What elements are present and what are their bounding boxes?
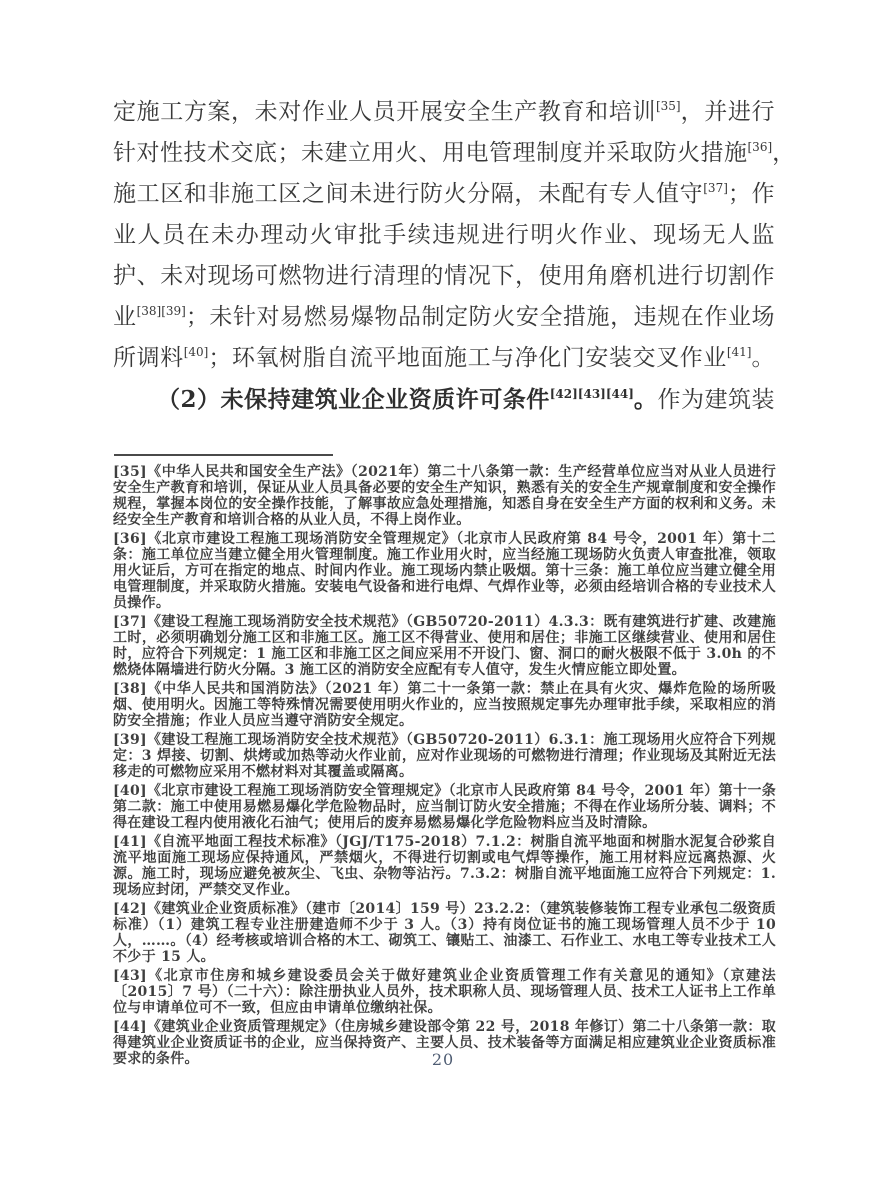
text-run: 。 (633, 386, 658, 413)
footnote-ref: [35] (655, 99, 681, 113)
footnote: [42]《建筑业企业资质标准》（建市〔2014〕159 号）23.2.2：（建筑装修装饰工程专业承包二级资质标准）（1）建筑工程专业注册建造师不少于 3 人。（3）持有岗位证书的施工现场管理人员不少于 10 人，……。（4）经考核或培训合格的木工、砌筑工、镶贴工、油漆工、石作业工、水电工等专业技术工人不少于 15 人。 (113, 901, 776, 965)
text-run: 针对性技术交底；未建立用火、用电管理制度并采取防火措施 (113, 140, 748, 166)
text-run: 护、未对现场可燃物进行清理的情况下，使用角磨机进行切割作 (113, 263, 775, 289)
footnote-id: [43] (113, 968, 147, 984)
footnote: [43]《北京市住房和城乡建设委员会关于做好建筑业企业资质管理工作有关意见的通知》（京建法〔2015〕7 号）（二十六）：除注册执业人员外，技术职称人员、现场管理人员、技术工人证书上工作单位与申请单位可不一致，但应由申请单位缴纳社保。 (113, 968, 776, 1016)
footnote: [36]《北京市建设工程施工现场消防安全管理规定》（北京市人民政府第 84 号令，2001 年）第十二条：施工单位应当建立健全用火管理制度。施工作业用火时，应当经施工现场防火负责人审查批准，领取用火证后，方可在指定的地点、时间内作业。施工现场内禁止吸烟。第十三条：施工单位应当建立健全用电管理制度，并采取防火措施。安装电气设备和进行电焊、气焊作业等，必须由经培训合格的专业技术人员操作。 (113, 531, 776, 611)
footnote-id: [35] (113, 464, 147, 480)
text-run: 业 (113, 304, 137, 330)
footnote: [37]《建设工程施工现场消防安全技术规范》（GB50720-2011）4.3.3：既有建筑进行扩建、改建施工时，必须明确划分施工区和非施工区。施工区不得营业、使用和居住；非施工区继续营业、使用和居住时，应符合下列规定：1 施工区和非施工区之间应采用不开设门、窗、洞口的耐火极限不低于 3.0h 的不燃烧体隔墙进行防火分隔。3 施工区的消防安全应配有专人值守，发生火情应能立即处置。 (113, 614, 776, 678)
footnotes-list (113, 464, 776, 1070)
text-run: ， (772, 140, 796, 166)
section-heading-line (113, 379, 775, 420)
page-number: 20 (431, 1050, 455, 1069)
footnote: [41]《自流平地面工程技术标准》（JGJ/T175-2018）7.1.2：树脂自流平地面和树脂水泥复合砂浆自流平地面施工现场应保持通风，严禁烟火，不得进行切割或电气焊等操作，施工用材料应远离热源、火源。施工时，现场应避免被灰尘、飞虫、杂物等沾污。7.3.2：树脂自流平地面施工应符合下列规定：1.现场应封闭，严禁交叉作业。 (113, 834, 776, 898)
body-text-line (113, 256, 775, 297)
footnote: [38]《中华人民共和国消防法》（2021 年）第二十一条第一款：禁止在具有火灾、爆炸危险的场所吸烟、使用明火。因施工等特殊情况需要使用明火作业的，应当按照规定事先办理审批手续，采取相应的消防安全措施；作业人员应当遵守消防安全规定。 (113, 681, 776, 729)
footnote-ref: [41] (726, 345, 752, 359)
text-run: ；环氧树脂自流平地面施工与净化门安装交叉作业 (208, 345, 727, 371)
footnote-id: [36] (113, 531, 147, 547)
text-run: 。 (751, 345, 776, 371)
body-text-line (113, 174, 775, 215)
footnote-id: [38] (113, 681, 147, 697)
footnote-id: [37] (113, 614, 147, 630)
text-run: 施工区和非施工区之间未进行防火分隔，未配有专人值守 (113, 181, 704, 207)
text-run: 定施工方案，未对作业人员开展安全生产教育和培训 (113, 99, 656, 125)
text-run: （2）未保持建筑业企业资质许可条件 (157, 386, 550, 413)
footnote-separator (114, 454, 333, 456)
body-paragraph (113, 92, 796, 420)
footnote-id: [44] (113, 1019, 147, 1035)
footnote-ref: [37] (703, 181, 728, 195)
text-run: 业人员在未办理动火审批手续违规进行明火作业、现场无人监 (113, 222, 775, 248)
body-text-line (113, 338, 775, 379)
text-run: ，并进行 (680, 99, 776, 125)
footnote-ref: [40] (183, 345, 209, 359)
text-run: 所调料 (113, 345, 184, 371)
footnote: [35]《中华人民共和国安全生产法》（2021年）第二十八条第一款：生产经营单位应当对从业人员进行安全生产教育和培训，保证从业人员具备必要的安全生产知识，熟悉有关的安全生产规章制度和安全操作规程，掌握本岗位的安全操作技能，了解事故应急处理措施，知悉自身在安全生产方面的权利和义务。未经安全生产教育和培训合格的从业人员，不得上岗作业。 (113, 464, 776, 528)
text-run: 作为建筑装 (657, 387, 775, 413)
footnote-ref: [42][43][44] (549, 387, 634, 401)
footnote-id: [39] (113, 732, 147, 748)
footnote: [40]《北京市建设工程施工现场消防安全管理规定》（北京市人民政府第 84 号令，2001 年）第十一条第二款：施工中使用易燃易爆化学危险物品时，应当制订防火安全措施；不得在作业场所分装、调料；不得在建设工程内使用液化石油气；使用后的废弃易燃易爆化学危险物料应当及时清除。 (113, 783, 776, 831)
text-run: ；未针对易燃易爆物品制定防火安全措施，违规在作业场 (185, 304, 776, 330)
footnote-id: [40] (113, 783, 147, 799)
body-text-line (113, 92, 775, 133)
footnote-id: [41] (113, 834, 147, 850)
footnote: [44]《建筑业企业资质管理规定》（住房城乡建设部令第 22 号，2018 年修订）第二十八条第一款：取得建筑业企业资质证书的企业，应当保持资产、主要人员、技术装备等方面满足相应建筑业企业资质标准要求的条件。 (113, 1019, 776, 1067)
footnote-ref: [38][39] (136, 304, 186, 318)
body-text-line (113, 215, 775, 256)
footnote-id: [42] (113, 901, 147, 917)
footnote: [39]《建设工程施工现场消防安全技术规范》（GB50720-2011）6.3.1：施工现场用火应符合下列规定：3 焊接、切割、烘烤或加热等动火作业前，应对作业现场的可燃物进行清理；作业现场及其附近无法移走的可燃物应采用不燃材料对其覆盖或隔离。 (113, 732, 776, 780)
body-text-line (113, 297, 775, 338)
footnote-ref: [36] (747, 140, 773, 154)
text-run: ；作 (727, 181, 776, 207)
body-text-line (113, 133, 796, 174)
